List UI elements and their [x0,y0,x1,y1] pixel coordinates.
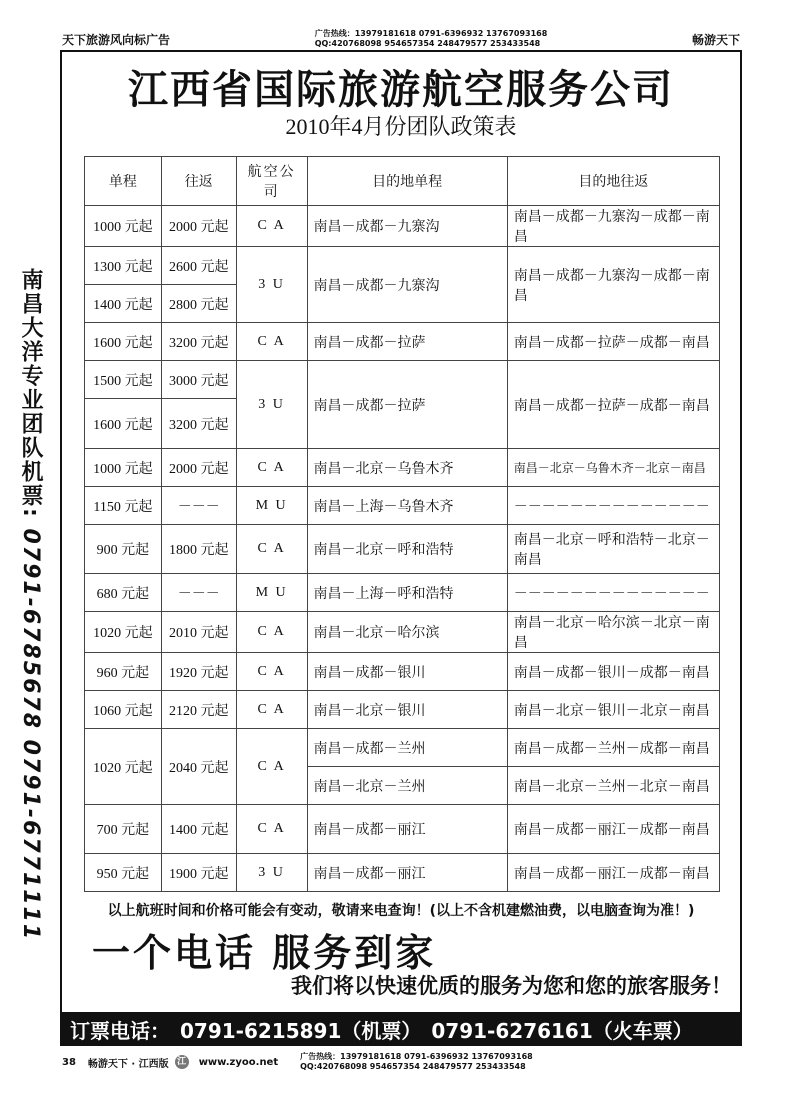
airline: C A [236,525,307,574]
destination-round-trip: 南昌－成都－丽江－成都－南昌 [507,805,719,854]
round-trip-price: 2010 元起 [161,612,236,653]
round-trip-price: 1920 元起 [161,653,236,691]
destination-one-way: 南昌－成都－拉萨 [307,323,507,361]
destination-one-way: 南昌－北京－银川 [307,691,507,729]
side-label: 南昌大洋专业团队机票: [18,268,43,519]
policy-table [84,156,720,892]
round-trip-price: 3200 元起 [161,323,236,361]
table-row [85,487,720,525]
footer-qq: QQ:420768098 954657354 248479577 253433548 [300,1062,526,1071]
page-footer [62,1052,740,1072]
table-row [85,691,720,729]
right-border [740,50,742,1045]
airline: C A [236,805,307,854]
page-header [62,28,740,52]
round-trip-price: 2040 元起 [161,729,236,805]
destination-one-way: 南昌－北京－乌鲁木齐 [307,449,507,487]
header-magazine: 畅游天下 [691,32,740,47]
destination-one-way: 南昌－北京－兰州 [307,767,507,805]
destination-one-way: 南昌－上海－乌鲁木齐 [307,487,507,525]
round-trip-price: 2800 元起 [161,285,236,323]
table-row [85,525,720,574]
table-row [85,323,720,361]
destination-round-trip: 南昌－成都－九寨沟－成都－南昌 [507,206,719,247]
table-row [85,247,720,285]
round-trip-price: 2000 元起 [161,206,236,247]
table-row [85,361,720,399]
one-way-price: 1150 元起 [85,487,162,525]
column-header: 往返 [161,157,236,206]
round-trip-price: 1900 元起 [161,854,236,892]
destination-round-trip: 南昌－北京－兰州－北京－南昌 [507,767,719,805]
footer-hotline: 广告热线：13979181618 0791-6396932 13767093168 [300,1052,533,1061]
side-phones: 0791-6785678 0791-6771111 [18,528,43,942]
airline: C A [236,653,307,691]
left-border [60,50,62,1045]
destination-round-trip: 南昌－北京－哈尔滨－北京－南昌 [507,612,719,653]
destination-one-way: 南昌－成都－丽江 [307,805,507,854]
airline: 3 U [236,247,307,323]
destination-one-way: 南昌－成都－银川 [307,653,507,691]
round-trip-price: 2600 元起 [161,247,236,285]
airline: 3 U [236,854,307,892]
table-row [85,449,720,487]
one-way-price: 1000 元起 [85,206,162,247]
column-header: 目的地单程 [307,157,507,206]
magazine-name: 畅游天下 · 江西版 [87,1058,169,1070]
website-url: www.zyoo.net [198,1056,279,1068]
column-header: 单程 [85,157,162,206]
destination-round-trip: 南昌－成都－拉萨－成都－南昌 [507,361,719,449]
table-row [85,854,720,892]
round-trip-price: 1800 元起 [161,525,236,574]
destination-round-trip: －－－－－－－－－－－－－－ [507,574,719,612]
price-notice: 以上航班时间和价格可能会有变动，敬请来电查询！(以上不含机建燃油费，以电脑查询为准！) [107,903,695,919]
table-row [85,729,720,767]
destination-round-trip: 南昌－北京－银川－北京－南昌 [507,691,719,729]
destination-one-way: 南昌－成都－拉萨 [307,361,507,449]
destination-round-trip: 南昌－北京－呼和浩特－北京－南昌 [507,525,719,574]
airline: C A [236,206,307,247]
flight-phone: 0791-6215891（机票） [180,1018,422,1043]
slogan: 一个电话 服务到家 [92,931,437,975]
destination-one-way: 南昌－成都－九寨沟 [307,206,507,247]
destination-round-trip: 南昌－成都－丽江－成都－南昌 [507,854,719,892]
page-title: 江西省国际旅游航空服务公司 [128,67,674,113]
airline: M U [236,574,307,612]
round-trip-price: 3200 元起 [161,399,236,449]
one-way-price: 950 元起 [85,854,162,892]
page-number: 38 [62,1056,76,1068]
header-hotline: 广告热线：13979181618 0791-6396932 13767093168 [314,29,548,38]
table-row [85,574,720,612]
one-way-price: 700 元起 [85,805,162,854]
column-header: 航空公司 [236,157,307,206]
round-trip-price: 3000 元起 [161,361,236,399]
destination-one-way: 南昌－北京－哈尔滨 [307,612,507,653]
one-way-price: 1600 元起 [85,399,162,449]
airline: C A [236,691,307,729]
one-way-price: 1300 元起 [85,247,162,285]
destination-one-way: 南昌－成都－九寨沟 [307,247,507,323]
one-way-price: 1500 元起 [85,361,162,399]
ticket-label: 订票电话： [70,1018,170,1043]
airline: M U [236,487,307,525]
destination-round-trip: 南昌－成都－九寨沟－成都－南昌 [507,247,719,323]
destination-round-trip: 南昌－成都－拉萨－成都－南昌 [507,323,719,361]
one-way-price: 1020 元起 [85,729,162,805]
one-way-price: 900 元起 [85,525,162,574]
table-header-row [85,157,720,206]
header-contact [315,29,548,49]
airline: C A [236,612,307,653]
round-trip-price: －－－ [161,487,236,525]
one-way-price: 680 元起 [85,574,162,612]
destination-round-trip: 南昌－北京－乌鲁木齐－北京－南昌 [507,449,719,487]
train-phone: 0791-6276161（火车票） [431,1018,693,1043]
destination-one-way: 南昌－北京－呼和浩特 [307,525,507,574]
header-qq: QQ:420768098 954657354 248479577 253433548 [314,39,541,48]
destination-round-trip: －－－－－－－－－－－－－－ [507,487,719,525]
table-row [85,612,720,653]
airline: C A [236,449,307,487]
round-trip-price: 2120 元起 [161,691,236,729]
airline: C A [236,729,307,805]
one-way-price: 1000 元起 [85,449,162,487]
column-header: 目的地往返 [507,157,719,206]
service-statement: 我们将以快速优质的服务为您和您的旅客服务！ [291,974,732,998]
airline: 3 U [236,361,307,449]
one-way-price: 960 元起 [85,653,162,691]
destination-round-trip: 南昌－成都－银川－成都－南昌 [507,653,719,691]
round-trip-price: －－－ [161,574,236,612]
one-way-price: 1020 元起 [85,612,162,653]
airline: C A [236,323,307,361]
one-way-price: 1060 元起 [85,691,162,729]
round-trip-price: 1400 元起 [161,805,236,854]
table-row [85,206,720,247]
header-section-title: 天下旅游风向标广告 [62,32,171,47]
ticket-phone-bar [60,1012,742,1046]
footer-contact [300,1052,533,1072]
destination-one-way: 南昌－上海－呼和浩特 [307,574,507,612]
table-row [85,653,720,691]
magazine-badge-icon: 江 [175,1055,189,1069]
destination-one-way: 南昌－成都－兰州 [307,729,507,767]
one-way-price: 1400 元起 [85,285,162,323]
destination-one-way: 南昌－成都－丽江 [307,854,507,892]
one-way-price: 1600 元起 [85,323,162,361]
page-subtitle: 2010年4月份团队政策表 [285,114,517,139]
table-row [85,805,720,854]
side-ticket-ad [10,268,46,941]
round-trip-price: 2000 元起 [161,449,236,487]
destination-round-trip: 南昌－成都－兰州－成都－南昌 [507,729,719,767]
